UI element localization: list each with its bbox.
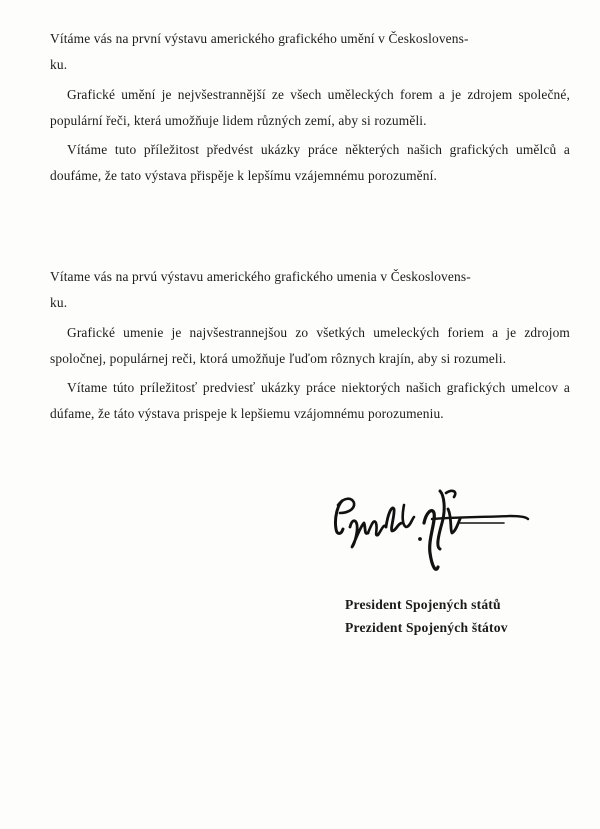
handwritten-signature-icon [328, 483, 538, 579]
czech-title: President Spojených států [345, 597, 501, 612]
slovak-title: Prezident Spojených štátov [345, 620, 508, 635]
slovak-text [50, 264, 570, 428]
czech-paragraph-1: Vítáme vás na první výstavu amerického grafického umění v Českoslovens- ku. [50, 31, 469, 73]
czech-text [50, 26, 570, 190]
signature-titles [345, 593, 508, 639]
slovak-paragraph-2: Grafické umenie je najvšestrannejšou zo všetkých umeleckých foriem a je zdrojom spoločnej, populárnej reči, ktorá umožňuje ľuďom rôznych krajín, aby si rozumeli. [50, 324, 570, 366]
slovak-paragraph-3: Vítame túto príležitosť predviesť ukázky práce niektorých našich grafických umelcov a dúfame, že táto výstava prispeje k lepšiemu vzájomnému porozumeniu. [50, 380, 570, 422]
czech-paragraph-3: Vítáme tuto příležitost předvést ukázky práce některých našich grafických umělců a doufáme, že tato výstava přispěje k lepšímu vzájemnému porozumění. [50, 142, 570, 184]
czech-paragraph-2: Grafické umění je nejvšestrannější ze všech uměleckých forem a je zdrojem společné, populární řeči, která umožňuje lidem různých zemí, aby si rozuměli. [50, 86, 570, 128]
slovak-paragraph-1: Vítame vás na prvú výstavu amerického grafického umenia v Českoslovens- ku. [50, 269, 471, 311]
